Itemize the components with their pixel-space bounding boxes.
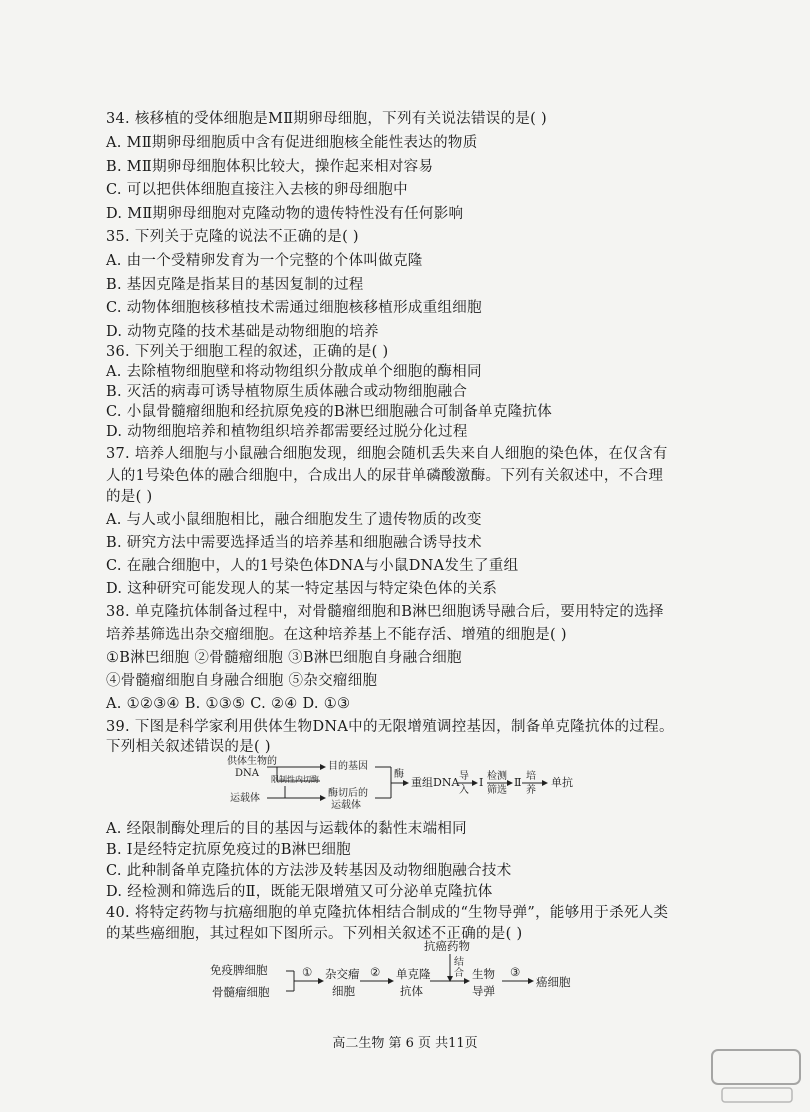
introduce-label-top: 导	[459, 771, 469, 782]
q36-option-d: D. 动物细胞培养和植物组织培养都需要经过脱分化过程	[106, 424, 468, 440]
q36-option-b: B. 灭活的病毒可诱导植物原生质体融合或动物细胞融合	[106, 384, 468, 400]
q37-option-b: B. 研究方法中需要选择适当的培养基和细胞融合诱导技术	[106, 535, 482, 551]
missile-label-1: 生物	[472, 967, 495, 981]
hybridoma-label-1: 杂交瘤	[325, 967, 360, 981]
q34-stem: 34. 核移植的受体细胞是MⅡ期卵母细胞，下列有关说法错误的是( )	[106, 111, 547, 127]
q35-option-b: B. 基因克隆是指某目的基因复制的过程	[106, 277, 364, 293]
page-footer: 高二生物 第 6 页 共11页	[332, 1036, 478, 1051]
enzyme-label: 限制性内切酶	[271, 775, 319, 784]
step1-label: ①	[302, 965, 313, 979]
q38-items-line1: ①B淋巴细胞 ②骨髓瘤细胞 ③B淋巴细胞自身融合细胞	[106, 650, 462, 666]
q37-stem-line2: 人的1号染色体的融合细胞中，合成出人的尿苷单磷酸激酶。下列有关叙述中，不合理	[106, 468, 664, 484]
q35-option-d: D. 动物克隆的技术基础是动物细胞的培养	[106, 324, 379, 340]
hybridoma-label-2: 细胞	[332, 984, 355, 998]
detect-label-bottom: 筛选	[487, 785, 507, 796]
q38-stem-line1: 38. 单克隆抗体制备过程中，对骨髓瘤细胞和B淋巴细胞诱导融合后，要用特定的选择	[106, 604, 664, 620]
spleen-cell-label: 免疫脾细胞	[210, 963, 268, 977]
donor-label: 供体生物的	[227, 756, 277, 767]
cut-vector-label: 酶切后的	[328, 788, 368, 799]
step3-label: ③	[510, 965, 521, 979]
myeloma-cell-label: 骨髓瘤细胞	[212, 985, 270, 999]
q39-option-d: D. 经检测和筛选后的Ⅱ，既能无限增殖又可分泌单克隆抗体	[106, 884, 493, 900]
q34-option-d: D. MⅡ期卵母细胞对克隆动物的遗传特性没有任何影响	[106, 206, 464, 222]
q40-stem-line1: 40. 将特定药物与抗癌细胞的单克隆抗体相结合制成的“生物导弹”，能够用于杀死人类	[106, 905, 669, 921]
antibody-label: 单抗	[551, 776, 573, 789]
roman-one-label: Ⅰ	[479, 776, 484, 789]
q38-items-line2: ④骨髓瘤细胞自身融合细胞 ⑤杂交瘤细胞	[106, 673, 378, 689]
cut-vector-label-2: 运载体	[331, 800, 361, 811]
q37-stem-line1: 37. 培养人细胞与小鼠融合细胞发现，细胞会随机丢失来自人细胞的染色体，在仅含有	[106, 446, 668, 462]
q34-option-b: B. MⅡ期卵母细胞体积比较大，操作起来相对容易	[106, 159, 434, 175]
target-gene-label: 目的基因	[328, 761, 368, 772]
q35-option-a: A. 由一个受精卵发育为一个完整的个体叫做克隆	[106, 253, 423, 269]
recombinant-dna-label: 重组DNA	[411, 776, 460, 789]
ligase-label: 酶	[394, 769, 404, 780]
q40-stem-line2: 的某些癌细胞，其过程如下图所示。下列相关叙述不正确的是( )	[106, 926, 523, 942]
roman-two-label: Ⅱ	[514, 776, 522, 789]
q37-option-d: D. 这种研究可能发现人的某一特定基因与特定染色体的关系	[106, 581, 498, 597]
q34-option-a: A. MⅡ期卵母细胞质中含有促进细胞核全能性表达的物质	[106, 135, 478, 151]
anticancer-drug-label: 抗癌药物	[424, 939, 470, 953]
mab-label-1: 单克隆	[396, 967, 431, 981]
q38-stem-line2: 培养基筛选出杂交瘤细胞。在这种培养基上不能存活、增殖的细胞是( )	[106, 627, 567, 643]
q39-option-a: A. 经限制酶处理后的目的基因与运载体的黏性末端相同	[106, 821, 467, 837]
q36-option-a: A. 去除植物细胞壁和将动物组织分散成单个细胞的酶相同	[106, 364, 482, 380]
q37-option-a: A. 与人或小鼠细胞相比，融合细胞发生了遗传物质的改变	[106, 512, 482, 528]
q39-diagram	[225, 755, 585, 817]
q39-stem-line1: 39. 下图是科学家利用供体生物DNA中的无限增殖调控基因，制备单克隆抗体的过程。	[106, 719, 674, 735]
dna-label: DNA	[235, 768, 259, 779]
vector-label: 运载体	[230, 793, 260, 804]
mab-label-2: 抗体	[400, 984, 423, 998]
missile-label-2: 导弹	[472, 984, 495, 998]
culture-label-bottom: 养	[526, 785, 536, 796]
q40-diagram	[210, 940, 590, 1002]
cancer-cell-label: 癌细胞	[536, 975, 571, 989]
q36-stem: 36. 下列关于细胞工程的叙述，正确的是( )	[106, 344, 389, 360]
step2-label: ②	[370, 965, 381, 979]
culture-label-top: 培	[526, 771, 536, 782]
q39-option-b: B. Ⅰ是经特定抗原免疫过的B淋巴细胞	[106, 842, 351, 858]
q34-option-c: C. 可以把供体细胞直接注入去核的卵母细胞中	[106, 182, 408, 198]
q37-option-c: C. 在融合细胞中，人的1号染色体DNA与小鼠DNA发生了重组	[106, 558, 519, 574]
q39-stem-line2: 下列相关叙述错误的是( )	[106, 739, 271, 755]
q37-stem-line3: 的是( )	[106, 489, 153, 505]
combine-label-2: 合	[454, 968, 464, 979]
q36-option-c: C. 小鼠骨髓瘤细胞和经抗原免疫的B淋巴细胞融合可制备单克隆抗体	[106, 404, 553, 420]
q35-stem: 35. 下列关于克隆的说法不正确的是( )	[106, 229, 359, 245]
combine-label-1: 结	[454, 957, 464, 968]
q39-option-c: C. 此种制备单克隆抗体的方法涉及转基因及动物细胞融合技术	[106, 863, 512, 879]
q35-option-c: C. 动物体细胞核移植技术需通过细胞核移植形成重组细胞	[106, 300, 482, 316]
q38-options: A. ①②③④ B. ①③⑤ C. ②④ D. ①③	[106, 696, 351, 712]
detect-label-top: 检测	[487, 771, 507, 782]
watermark-logo	[708, 1044, 804, 1106]
introduce-label-bottom: 入	[459, 785, 469, 796]
